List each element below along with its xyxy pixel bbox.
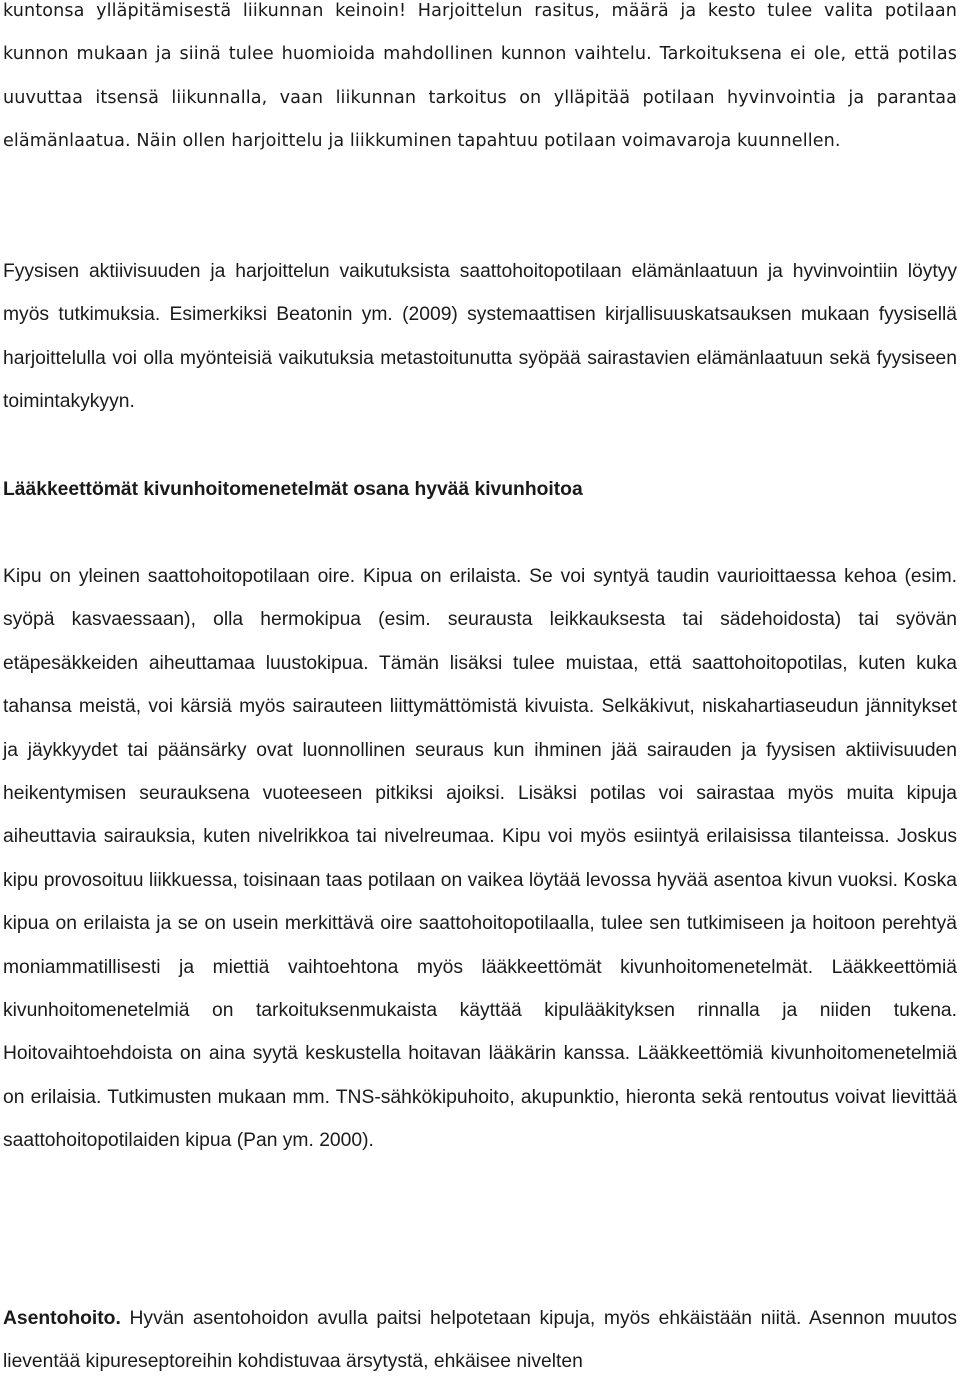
body-paragraph: Kipu on yleinen saattohoitopotilaan oire. Kipua on erilaista. Se voi syntyä taudin vaurioittaessa kehoa (esim. syöpä kasvaessaan), olla hermokipua (esim. seurausta leikkauksesta tai sädehoidosta) tai syövän etäpesäkkeiden aiheuttamaa luustokipua. Tämän lisäksi tulee muistaa, että saattohoitopotilas, kuten kuka tahansa meistä, voi kärsiä myös sairauteen liittymättömistä kivuista. Selkäkivut, niskahartiaseudun jännitykset ja jäykkyydet tai päänsärky ovat luonnollinen seuraus kun ihminen jää sairauden ja fyysisen aktiivisuuden heikentymisen seurauksena vuoteeseen pitkiksi ajoiksi. Lisäksi potilas voi sairastaa myös muita kipuja aiheuttavia sairauksia, kuten nivelrikkoa tai nivelreumaa. Kipu voi myös esiintyä erilaisissa tilanteissa. Joskus kipu provosoituu liikkuessa, toisinaan taas potilaan on vaikea löytää levossa hyvää asentoa kivun vuoksi. Koska kipua on erilaista ja se on usein merkittävä oire saattohoitopotilaalla, tulee sen tutkimiseen ja hoitoon perehtyä moniammatillisesti ja miettiä vaihtoehtona myös lääkkeettömät kivunhoitomenetelmät. Lääkkeettömiä kivunhoitomenetelmiä on tarkoituksenmukaista käyttää kipulääkityksen rinnalla ja niiden tukena. Hoitovaihtoehdoista on aina syytä keskustella hoitavan lääkärin kanssa. Lääkkeettömiä kivunhoitomenetelmiä on erilaisia. Tutkimusten mukaan mm. TNS-sähkökipuhoito, akupunktio, hieronta sekä rentoutus voivat lievittää saattohoitopotilaiden kipua (Pan ym. 2000). (3, 566, 957, 1152)
body-paragraph: kuntonsa ylläpitämisestä liikunnan keinoin! Harjoittelun rasitus, määrä ja kesto tulee valita potilaan kunnon mukaan ja siinä tulee huomioida mahdollinen kunnon vaihtelu. Tarkoituksena ei ole, että potilas uuvuttaa itsensä liikunnalla, vaan liikunnan tarkoitus on ylläpitää potilaan hyvinvointia ja parantaa elämänlaatua. Näin ollen harjoittelu ja liikkuminen tapahtuu potilaan voimavaroja kuunnellen. (3, 1, 957, 152)
section-heading: Lääkkeettömät kivunhoitomenetelmät osana hyvää kivunhoitoa (3, 479, 583, 500)
body-paragraph (3, 1297, 957, 1384)
run-in-heading: Asentohoito. (3, 1308, 121, 1329)
body-paragraph: Fyysisen aktiivisuuden ja harjoittelun vaikutuksista saattohoitopotilaan elämänlaatuun ja hyvinvointiin löytyy myös tutkimuksia. Esimerkiksi Beatonin ym. (2009) systemaattisen kirjallisuuskatsauksen mukaan fyysisellä harjoittelulla voi olla myönteisiä vaikutuksia metastoitunutta syöpää sairastavien elämänlaatuun sekä fyysiseen toimintakykyyn. (3, 261, 957, 413)
paragraph-text: Hyvän asentohoidon avulla paitsi helpotetaan kipuja, myös ehkäistään niitä. Asennon muutos lieventää kipureseptoreihin kohdistuvaa ärsytystä, ehkäisee nivelten (3, 1308, 957, 1373)
